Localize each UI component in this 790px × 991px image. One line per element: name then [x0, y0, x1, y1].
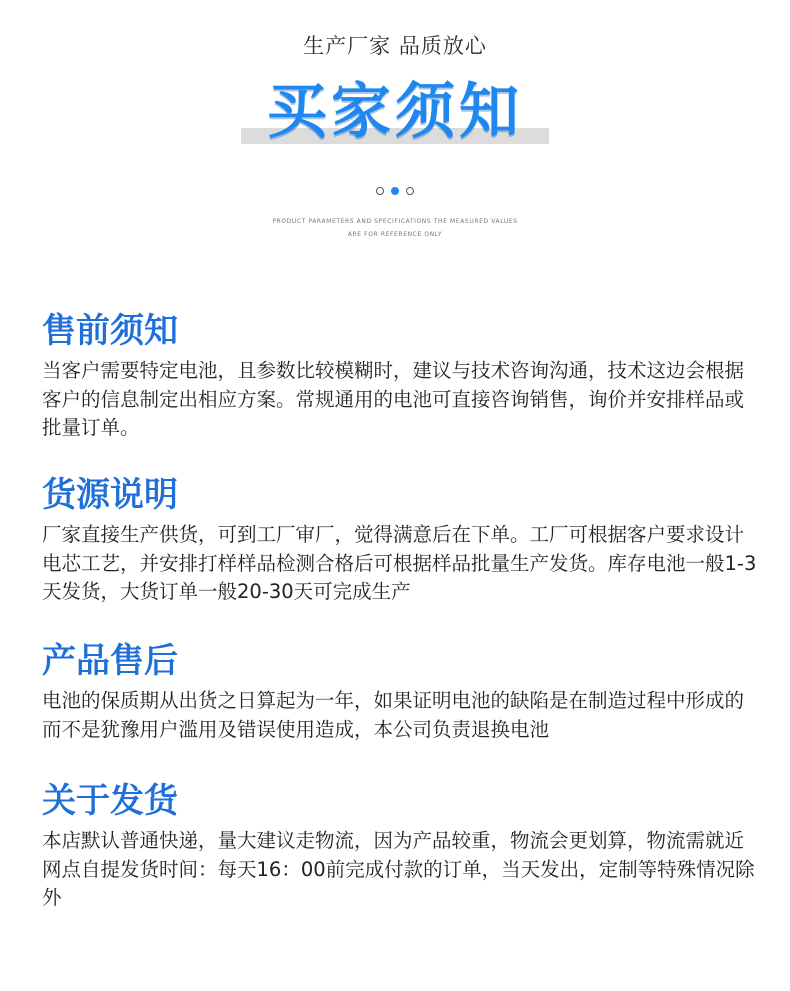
section-heading: 产品售后 [42, 641, 178, 681]
page-title: 买家须知 [267, 77, 523, 147]
subtitle-line-1: PRODUCT PARAMETERS AND SPECIFICATIONS THE MEASURED VALUES [272, 218, 518, 225]
dot-indicator-active [391, 187, 399, 195]
title-block [0, 72, 790, 152]
section-shipping [42, 779, 762, 913]
section-body: 当客户需要特定电池，且参数比较模糊时，建议与技术咨询沟通，技术这边会根据客户的信息制定出相应方案。常规通用的电池可直接咨询销售，询价并安排样品或批量订单。 [42, 359, 745, 439]
section-body: 本店默认普通快递，量大建议走物流，因为产品较重，物流会更划算，物流需就近网点自提发货时间：每天16：00前完成付款的订单，当天发出，定制等特殊情况除外 [42, 829, 755, 909]
section-presale [42, 309, 762, 443]
section-heading: 货源说明 [42, 475, 178, 515]
section-body: 厂家直接生产供货，可到工厂审厂，觉得满意后在下单。工厂可根据客户要求设计电芯工艺，并安排打样样品检测合格后可根据样品批量生产发货。库存电池一般1-3天发货，大货订单一般20-30天可完成生产 [42, 523, 757, 603]
dot-indicator [376, 187, 384, 195]
section-supply [42, 473, 762, 607]
section-heading: 关于发货 [42, 781, 178, 821]
tagline: 生产厂家 品质放心 [303, 34, 487, 58]
carousel-dots [0, 187, 790, 195]
dot-indicator [406, 187, 414, 195]
section-body: 电池的保质期从出货之日算起为一年，如果证明电池的缺陷是在制造过程中形成的而不是犹豫用户滥用及错误使用造成，本公司负责退换电池 [42, 689, 745, 741]
subtitle-line-2: ARE FOR REFERENCE ONLY [347, 231, 443, 238]
page-header [0, 0, 790, 250]
section-heading: 售前须知 [42, 311, 178, 351]
section-aftersales [42, 639, 762, 744]
